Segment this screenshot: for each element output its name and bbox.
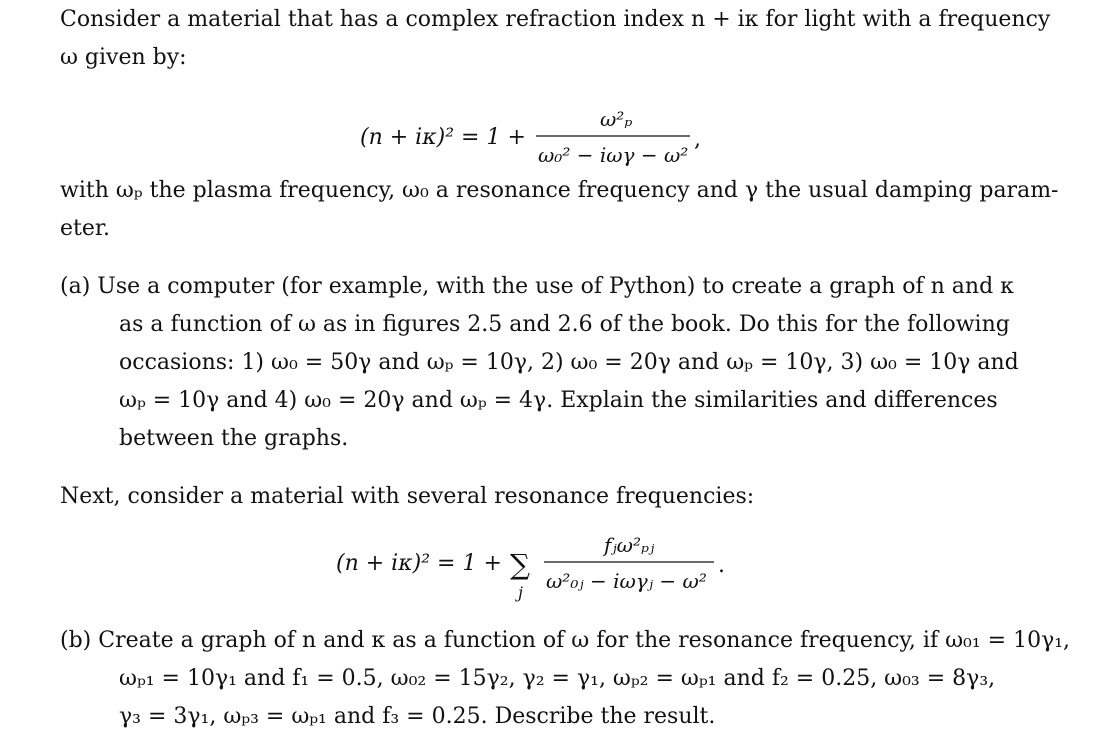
- after-eq1-line-1: with ωₚ the plasma frequency, ω₀ a resonance frequency and γ the usual damping param-: [60, 178, 1059, 203]
- eq2-lhs: (n + iκ)² = 1 +: [336, 551, 502, 576]
- eq2-suffix: .: [718, 553, 725, 578]
- intro-line-1: Consider a material that has a complex refraction index n + iκ for light with a frequency: [60, 7, 1051, 32]
- next-paragraph: Next, consider a material with several resonance frequencies:: [60, 484, 755, 509]
- part-a-line-2: as a function of ω as in figures 2.5 and 2.6 of the book. Do this for the following: [119, 312, 1010, 337]
- eq2-sum-index: j: [518, 583, 523, 602]
- equation-single-resonance: [360, 104, 720, 174]
- eq1-lhs: (n + iκ)² = 1 +: [360, 125, 526, 150]
- eq2-numerator: fⱼω²ₚⱼ: [604, 533, 655, 557]
- equation-multiple-resonances: [336, 522, 736, 612]
- eq2-denominator: ω²₀ⱼ − iωγⱼ − ω²: [546, 569, 707, 593]
- eq2-sum: ∑: [510, 548, 530, 581]
- part-a-line-5: between the graphs.: [119, 426, 349, 451]
- eq1-numerator: ω²ₚ: [600, 107, 633, 131]
- part-a-line-1: (a) Use a computer (for example, with the use of Python) to create a graph of n and κ: [60, 274, 1014, 299]
- after-eq1-line-2: eter.: [60, 216, 110, 241]
- part-a-line-3: occasions: 1) ω₀ = 50γ and ωₚ = 10γ, 2) ω₀ = 20γ and ωₚ = 10γ, 3) ω₀ = 10γ and: [119, 350, 1019, 375]
- part-b-line-2: ωₚ₁ = 10γ₁ and f₁ = 0.5, ω₀₂ = 15γ₂, γ₂ = γ₁, ωₚ₂ = ωₚ₁ and f₂ = 0.25, ω₀₃ = 8γ₃,: [119, 666, 996, 691]
- eq1-suffix: ,: [694, 127, 701, 152]
- part-b-line-3: γ₃ = 3γ₁, ωₚ₃ = ωₚ₁ and f₃ = 0.25. Describe the result.: [119, 704, 716, 729]
- eq1-denominator: ω₀² − iωγ − ω²: [538, 143, 689, 167]
- part-b-line-1: (b) Create a graph of n and κ as a function of ω for the resonance frequency, if ω₀₁ = 10γ₁,: [60, 628, 1071, 653]
- intro-line-2: ω given by:: [60, 45, 187, 70]
- part-a-line-4: ωₚ = 10γ and 4) ω₀ = 20γ and ωₚ = 4γ. Explain the similarities and differences: [119, 388, 998, 413]
